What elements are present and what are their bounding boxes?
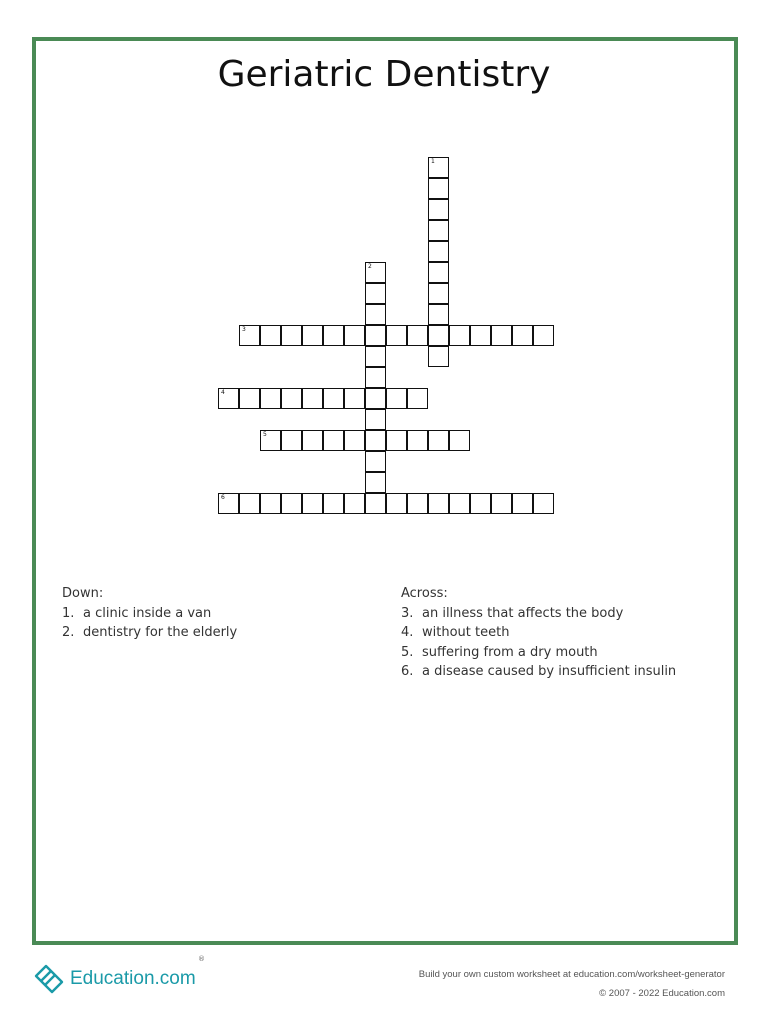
crossword-cell[interactable] xyxy=(386,430,407,451)
crossword-cell[interactable] xyxy=(281,430,302,451)
crossword-cell[interactable] xyxy=(428,346,449,367)
logo-text: Education.com xyxy=(70,968,196,989)
clue-item xyxy=(62,623,237,643)
clue-number: 6. xyxy=(401,664,414,679)
cell-number: 6 xyxy=(221,494,225,501)
page-title: Geriatric Dentistry xyxy=(217,54,551,95)
crossword-cell[interactable] xyxy=(407,430,428,451)
cell-number: 3 xyxy=(242,326,246,333)
crossword-cell[interactable] xyxy=(428,283,449,304)
crossword-cell[interactable] xyxy=(344,430,365,451)
crossword-cell[interactable] xyxy=(512,325,533,346)
crossword-cell[interactable] xyxy=(239,388,260,409)
clue-item xyxy=(401,623,676,643)
crossword-cell[interactable] xyxy=(533,493,554,514)
crossword-cell[interactable] xyxy=(260,430,281,451)
footer-copyright: © 2007 - 2022 Education.com xyxy=(599,988,725,999)
clue-item xyxy=(62,604,237,624)
crossword-cell[interactable] xyxy=(323,325,344,346)
crossword-cell[interactable] xyxy=(386,325,407,346)
crossword-cell[interactable] xyxy=(407,388,428,409)
crossword-cell[interactable] xyxy=(386,493,407,514)
crossword-cell[interactable] xyxy=(365,283,386,304)
crossword-cell[interactable] xyxy=(428,241,449,262)
crossword-cell[interactable] xyxy=(302,388,323,409)
crossword-cell[interactable] xyxy=(302,325,323,346)
down-heading: Down: xyxy=(62,586,104,601)
crossword-cell[interactable] xyxy=(365,262,386,283)
across-heading: Across: xyxy=(401,586,448,601)
crossword-cell[interactable] xyxy=(302,493,323,514)
clue-number: 5. xyxy=(401,644,414,660)
crossword-cell[interactable] xyxy=(470,493,491,514)
crossword-cell[interactable] xyxy=(365,493,386,514)
crossword-cell[interactable] xyxy=(428,304,449,325)
clue-text: a disease caused by insufficient insulin xyxy=(422,664,677,679)
crossword-cell[interactable] xyxy=(365,451,386,472)
crossword-cell[interactable] xyxy=(491,325,512,346)
crossword-cell[interactable] xyxy=(470,325,491,346)
clue-number: 2. xyxy=(62,625,75,640)
crossword-cell[interactable] xyxy=(428,262,449,283)
crossword-cell[interactable] xyxy=(428,178,449,199)
down-clues xyxy=(62,584,237,643)
clue-item xyxy=(401,662,676,682)
crossword-cell[interactable] xyxy=(428,325,449,346)
crossword-cell[interactable] xyxy=(239,325,260,346)
crossword-cell[interactable] xyxy=(428,199,449,220)
crossword-cell[interactable] xyxy=(491,493,512,514)
crossword-cell[interactable] xyxy=(365,430,386,451)
crossword-cell[interactable] xyxy=(323,388,344,409)
education-logo[interactable] xyxy=(32,962,196,996)
crossword-cell[interactable] xyxy=(407,493,428,514)
crossword-cell[interactable] xyxy=(428,157,449,178)
clue-text: dentistry for the elderly xyxy=(83,625,238,640)
crossword-cell[interactable] xyxy=(281,388,302,409)
crossword-cell[interactable] xyxy=(344,388,365,409)
crossword-cell[interactable] xyxy=(218,493,239,514)
crossword-cell[interactable] xyxy=(323,430,344,451)
crossword-cell[interactable] xyxy=(365,367,386,388)
clue-number: 3. xyxy=(401,605,414,621)
crossword-cell[interactable] xyxy=(302,430,323,451)
crossword-cell[interactable] xyxy=(428,430,449,451)
crossword-cell[interactable] xyxy=(344,325,365,346)
crossword-cell[interactable] xyxy=(218,388,239,409)
clue-number: 1. xyxy=(62,605,75,621)
crossword-cell[interactable] xyxy=(281,493,302,514)
crossword-cell[interactable] xyxy=(365,304,386,325)
crossword-cell[interactable] xyxy=(365,472,386,493)
crossword-cell[interactable] xyxy=(281,325,302,346)
clue-item xyxy=(401,604,676,624)
crossword-cell[interactable] xyxy=(449,430,470,451)
education-logo-icon xyxy=(32,962,66,996)
clue-text: suffering from a dry mouth xyxy=(422,644,598,660)
crossword-cell[interactable] xyxy=(533,325,554,346)
crossword-cell[interactable] xyxy=(260,388,281,409)
crossword-cell[interactable] xyxy=(449,493,470,514)
crossword-cell[interactable] xyxy=(365,409,386,430)
crossword-cell[interactable] xyxy=(323,493,344,514)
footer-generator-link[interactable]: Build your own custom worksheet at education.com/worksheet-generator xyxy=(418,969,725,980)
across-clues xyxy=(401,584,676,682)
crossword-cell[interactable] xyxy=(344,493,365,514)
crossword-cell[interactable] xyxy=(260,325,281,346)
cell-number: 5 xyxy=(263,431,267,438)
crossword-cell[interactable] xyxy=(428,493,449,514)
clue-text: without teeth xyxy=(422,625,510,640)
crossword-cell[interactable] xyxy=(407,325,428,346)
crossword-cell[interactable] xyxy=(239,493,260,514)
crossword-cell[interactable] xyxy=(449,325,470,346)
registered-mark: ® xyxy=(198,955,205,963)
clue-text: a clinic inside a van xyxy=(83,605,212,621)
crossword-cell[interactable] xyxy=(428,220,449,241)
clue-item xyxy=(401,643,676,663)
cell-number: 4 xyxy=(221,389,225,396)
crossword-cell[interactable] xyxy=(386,388,407,409)
crossword-cell[interactable] xyxy=(365,325,386,346)
clue-number: 4. xyxy=(401,625,414,640)
crossword-cell[interactable] xyxy=(512,493,533,514)
crossword-cell[interactable] xyxy=(365,346,386,367)
cell-number: 2 xyxy=(368,263,372,270)
crossword-cell[interactable] xyxy=(365,388,386,409)
cell-number: 1 xyxy=(431,158,435,165)
clue-text: an illness that affects the body xyxy=(422,605,624,621)
crossword-cell[interactable] xyxy=(260,493,281,514)
